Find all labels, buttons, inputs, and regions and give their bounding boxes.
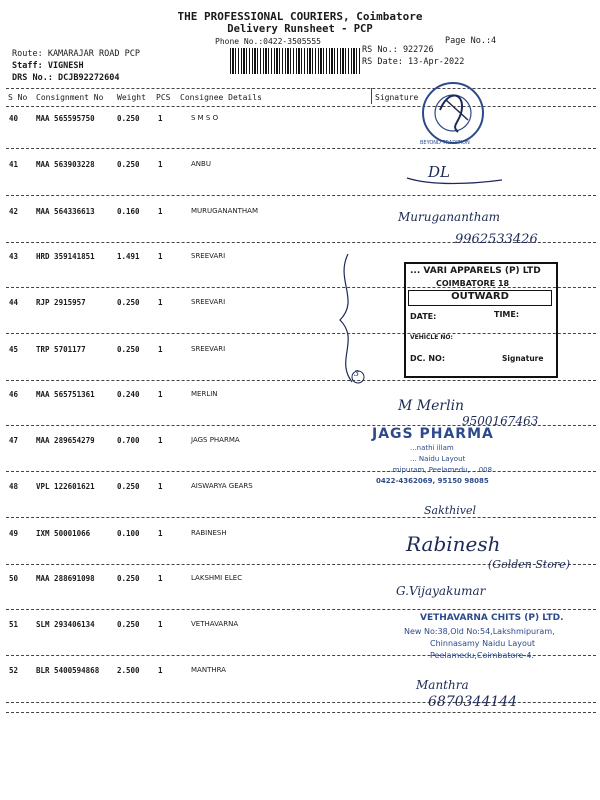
col-signature: Signature	[375, 93, 419, 102]
row-sno: 41	[9, 160, 19, 169]
row-consignee: SREEVARI	[191, 345, 226, 353]
company-title: THE PROFESSIONAL COURIERS, Coimbatore	[177, 10, 423, 23]
jags-stamp-line2: ... Naidu Layout	[410, 455, 466, 463]
row-sno: 46	[9, 390, 19, 399]
brace-count: 3	[354, 369, 360, 378]
row-pcs: 1	[158, 390, 163, 399]
header-rule-top	[6, 88, 596, 89]
phone-manthra: 6870344144	[428, 694, 518, 710]
row-weight: 0.700	[117, 436, 140, 445]
row-consignee: SREEVARI	[191, 252, 226, 260]
outward-dc: DC. NO:	[410, 354, 446, 363]
phone-merlin: 9500167463	[462, 414, 539, 428]
jags-stamp-line1: ...nathi illam	[410, 444, 454, 452]
staff: Staff: VIGNESH	[12, 61, 84, 71]
row-consignment: BLR 5400594868	[36, 666, 100, 675]
row-pcs: 1	[158, 574, 163, 583]
row-weight: 0.250	[117, 574, 140, 583]
row-sno: 51	[9, 620, 19, 629]
signature-muruganantham: Muruganantham	[398, 210, 501, 224]
row-consignee: S M S O	[191, 114, 219, 122]
row-consignment: HRD 359141851	[36, 252, 95, 261]
row-rule	[6, 609, 596, 610]
rs-date: RS Date: 13-Apr-2022	[362, 57, 465, 67]
row-pcs: 1	[158, 298, 163, 307]
row-sno: 49	[9, 529, 19, 538]
table-row	[0, 114, 600, 160]
row-pcs: 1	[158, 345, 163, 354]
col-pcs: PCS	[156, 93, 171, 102]
row-weight: 0.240	[117, 390, 140, 399]
row-weight: 0.250	[117, 620, 140, 629]
row-pcs: 1	[158, 436, 163, 445]
row-pcs: 1	[158, 666, 163, 675]
header-rule-bottom	[6, 106, 596, 107]
row-weight: 1.491	[117, 252, 140, 261]
row-consignee: RABINESH	[191, 529, 227, 537]
row-pcs: 1	[158, 252, 163, 261]
smso-seal-text: BEYOND TRADITION	[420, 140, 470, 146]
row-consignment: RJP 2915957	[36, 298, 86, 307]
row-consignee: VETHAVARNA	[191, 620, 239, 628]
outward-company: ... VARI APPARELS (P) LTD	[410, 266, 541, 276]
barcode	[230, 48, 360, 74]
rs-number: RS No.: 922726	[362, 45, 434, 55]
row-consignment: IXM 50001066	[36, 529, 91, 538]
row-consignee: SREEVARI	[191, 298, 226, 306]
row-pcs: 1	[158, 114, 163, 123]
smso-seal	[418, 80, 488, 146]
table-row	[0, 436, 600, 482]
row-consignee: ANBU	[191, 160, 211, 168]
col-consignment: Consignment No	[36, 93, 104, 102]
row-consignee: LAKSHMI ELEC	[191, 574, 243, 582]
row-sno: 47	[9, 436, 19, 445]
row-sno: 43	[9, 252, 19, 261]
row-rule	[6, 517, 596, 518]
row-consignee: JAGS PHARMA	[191, 436, 240, 444]
row-pcs: 1	[158, 620, 163, 629]
vetha-stamp-name: VETHAVARNA CHITS (P) LTD.	[420, 613, 564, 623]
row-consignment: TRP 5701177	[36, 345, 86, 354]
row-rule	[6, 471, 596, 472]
row-weight: 0.100	[117, 529, 140, 538]
row-consignment: MAA 565751361	[36, 390, 95, 399]
row-sno: 50	[9, 574, 19, 583]
row-weight: 2.500	[117, 666, 140, 675]
signature-dl-text: DL	[428, 163, 450, 181]
jags-stamp-line3: ...mipuram, Peelamedu, ...008	[386, 466, 493, 474]
phone-number: Phone No.:0422-3505555	[215, 37, 321, 46]
row-consignment: MAA 563903228	[36, 160, 95, 169]
row-consignment: MAA 288691098	[36, 574, 95, 583]
jags-stamp-name: JAGS PHARMA	[372, 426, 494, 442]
drs-number: DRS No.: DCJB92272604	[12, 73, 120, 83]
row-sno: 44	[9, 298, 19, 307]
signature-golden-store: (Golden Store)	[488, 558, 570, 571]
page-number: Page No.:4	[445, 36, 497, 46]
table-row	[0, 482, 600, 528]
table-row	[0, 390, 600, 436]
vetha-stamp-line3: Peelamedu,Coimbatore-4.	[430, 651, 534, 660]
signature-vijayakumar: G.Vijayakumar	[396, 584, 486, 598]
signature-divider	[371, 88, 372, 104]
outward-signature: Signature	[502, 354, 544, 363]
runsheet-title: Delivery Runsheet - PCP	[227, 23, 373, 35]
row-consignee: MURUGANANTHAM	[191, 207, 258, 215]
outward-stamp	[404, 262, 558, 378]
row-sno: 52	[9, 666, 19, 675]
row-pcs: 1	[158, 482, 163, 491]
outward-time: TIME:	[494, 310, 520, 319]
row-rule	[6, 195, 596, 196]
row-pcs: 1	[158, 529, 163, 538]
row-weight: 0.250	[117, 160, 140, 169]
row-consignee: MANTHRA	[191, 666, 226, 674]
row-weight: 0.250	[117, 345, 140, 354]
row-sno: 40	[9, 114, 19, 123]
row-weight: 0.250	[117, 114, 140, 123]
row-weight: 0.250	[117, 482, 140, 491]
outward-vehicle: VEHICLE NO:	[410, 334, 453, 341]
vetha-stamp-line1: New No:38,Old No:54,Lakshmipuram,	[404, 627, 555, 636]
row-weight: 0.160	[117, 207, 140, 216]
brace-mark	[330, 250, 370, 390]
vetha-stamp-line2: Chinnasamy Naidu Layout	[430, 639, 536, 648]
row-rule	[6, 148, 596, 149]
signature-manthra: Manthra	[416, 678, 469, 692]
col-sno: S No	[8, 93, 28, 102]
row-consignment: VPL 122601621	[36, 482, 95, 491]
phone-muruganantham: 9962533426	[455, 232, 538, 247]
outward-date: DATE:	[410, 312, 437, 321]
signature-dl	[402, 158, 512, 188]
row-sno: 42	[9, 207, 19, 216]
col-weight: Weight	[117, 93, 146, 102]
row-consignee: MERLIN	[191, 390, 218, 398]
row-pcs: 1	[158, 207, 163, 216]
row-weight: 0.250	[117, 298, 140, 307]
col-consignee: Consignee Details	[180, 93, 262, 102]
row-sno: 45	[9, 345, 19, 354]
row-sno: 48	[9, 482, 19, 491]
signature-merlin: M Merlin	[398, 398, 465, 414]
row-rule	[6, 380, 596, 381]
row-rule	[6, 712, 596, 713]
signature-sakthivel: Sakthivel	[424, 504, 477, 517]
row-consignee: AISWARYA GEARS	[191, 482, 253, 490]
row-consignment: MAA 564336613	[36, 207, 95, 216]
row-pcs: 1	[158, 160, 163, 169]
row-consignment: MAA 289654279	[36, 436, 95, 445]
signature-rabinesh: Rabinesh	[406, 532, 501, 556]
outward-title: OUTWARD	[408, 290, 552, 306]
route: Route: KAMARAJAR ROAD PCP	[12, 49, 140, 59]
outward-city: COIMBATORE 18	[436, 279, 510, 288]
jags-stamp-phone: 0422-4362069, 95150 98085	[376, 477, 489, 485]
row-consignment: MAA 565595750	[36, 114, 95, 123]
row-consignment: SLM 293406134	[36, 620, 95, 629]
